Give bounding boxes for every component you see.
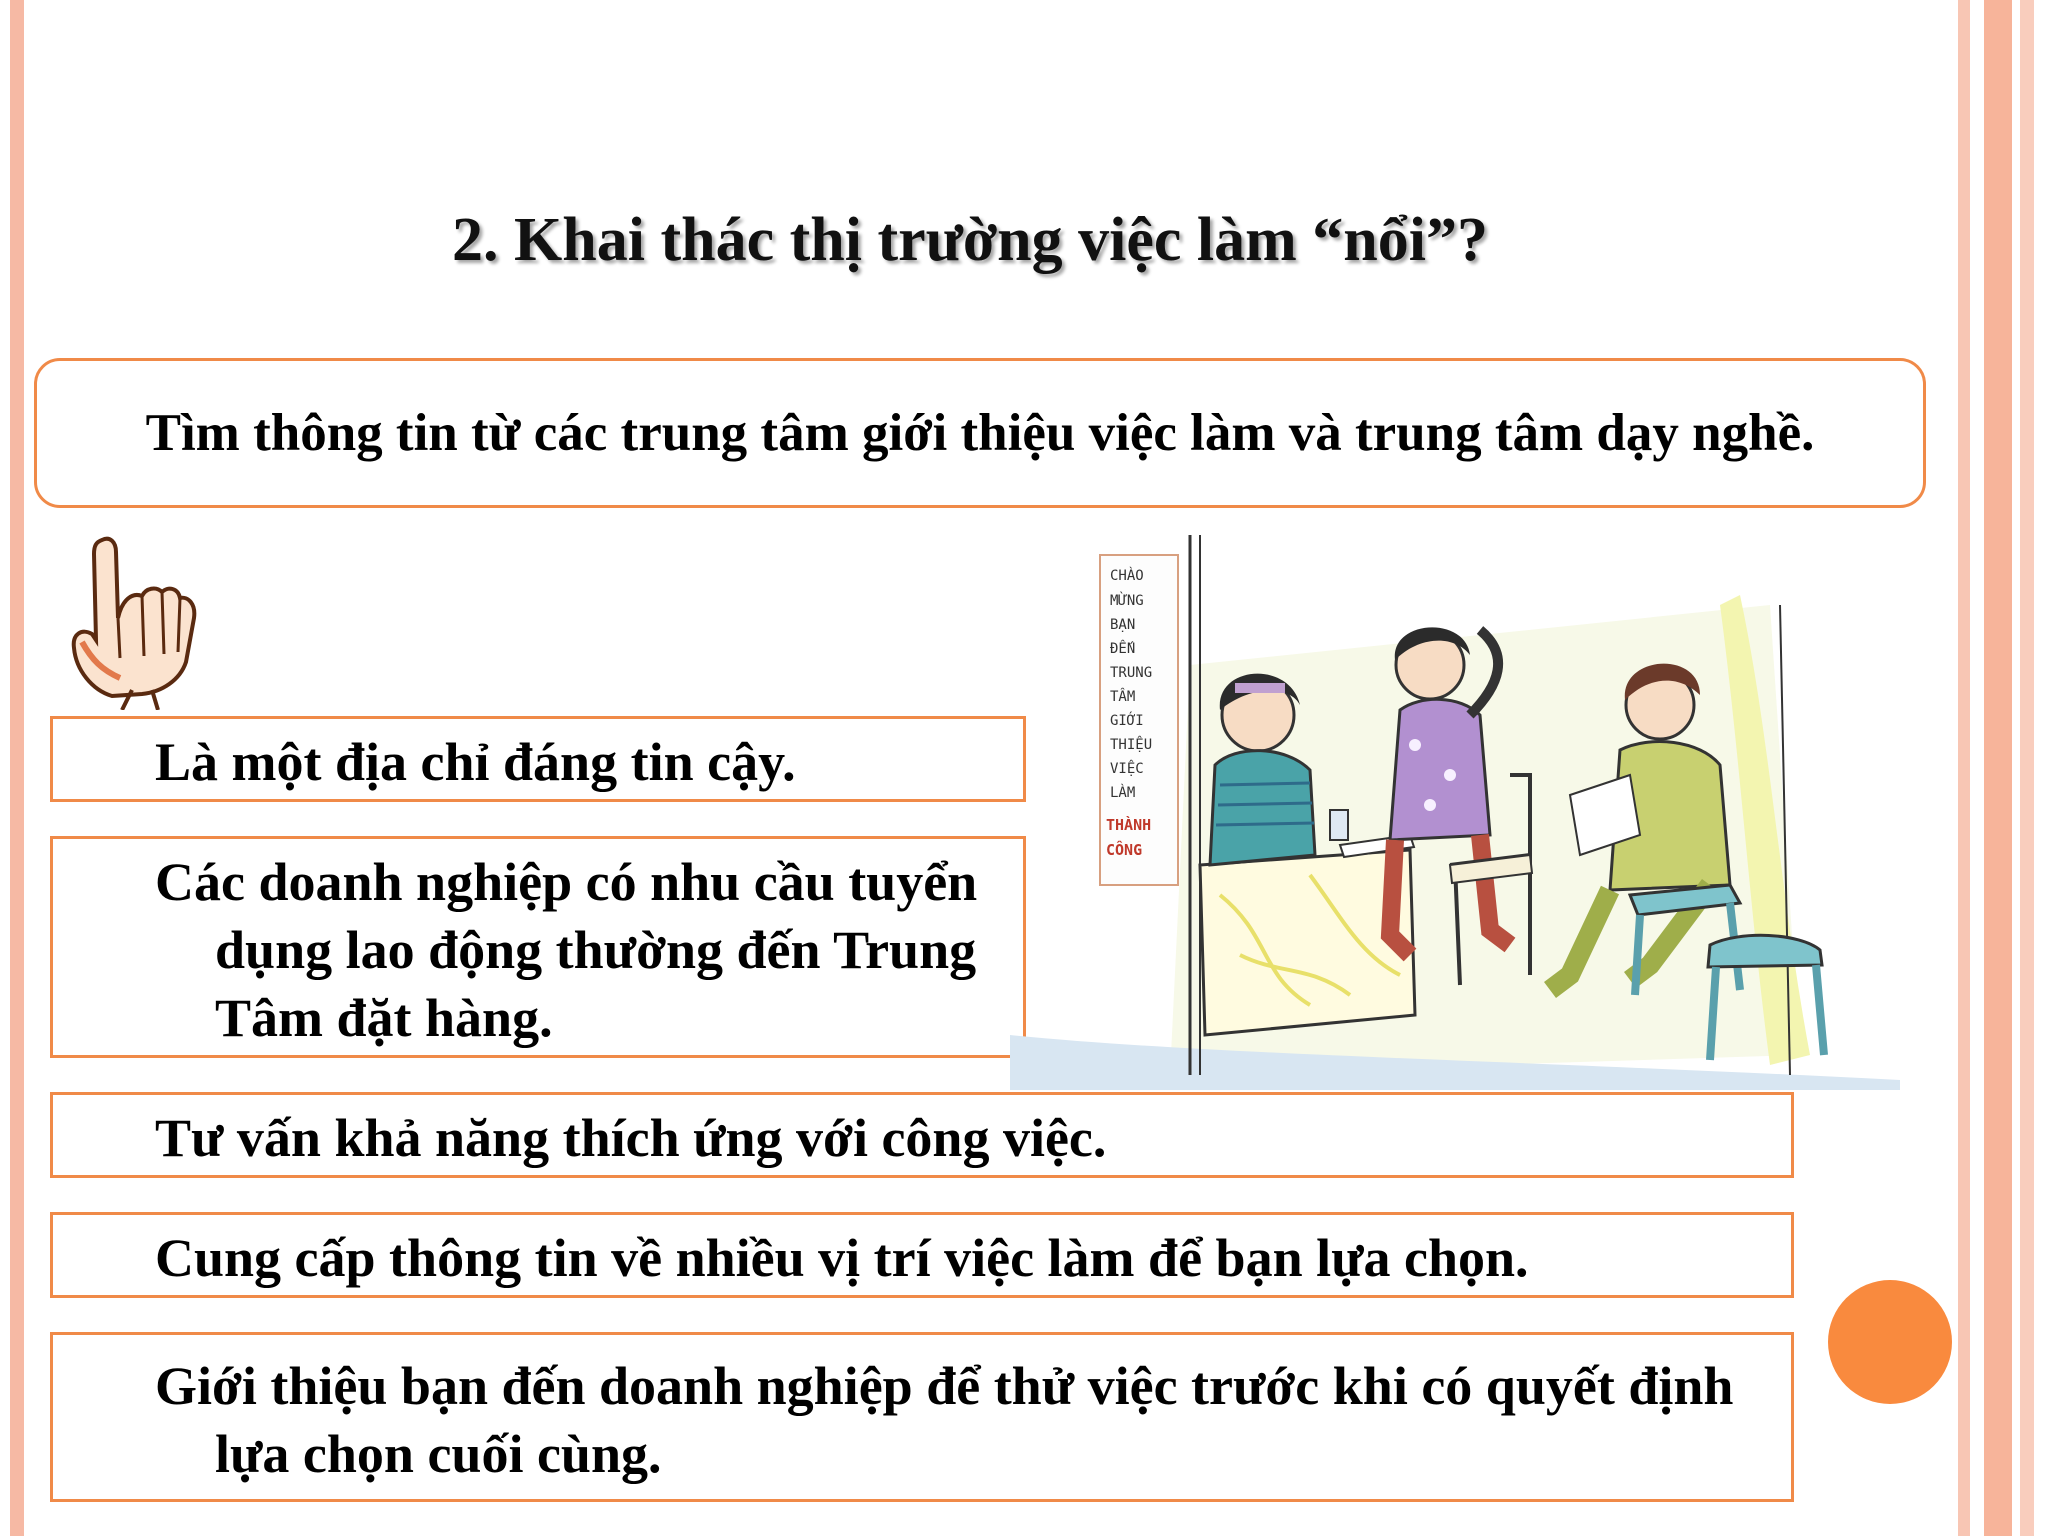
benefit-item-2-text: Các doanh nghiệp có nhu cầu tuyển dụng lao động thường đến Trung Tâm đặt hàng. [155,852,978,1048]
poster-line-11: THÀNH [1106,816,1152,834]
job-center-illustration [1010,535,1900,1090]
pointing-hand-icon [62,530,202,710]
benefit-item-4 [50,1212,1794,1298]
poster-line-2: MỪNG [1110,593,1144,609]
benefit-item-1-text: Là một địa chỉ đáng tin cậy. [155,732,796,792]
poster-line-1: CHÀO [1110,568,1144,584]
poster-line-10: LÀM [1110,785,1136,801]
benefit-item-2 [50,836,1026,1058]
poster-line-8: THIỆU [1110,737,1153,753]
benefit-item-3-text: Tư vấn khả năng thích ứng với công việc. [155,1108,1107,1168]
slide-title: 2. Khai thác thị trường việc làm “nổi”? [452,206,1488,274]
poster-line-7: GIỚI [1110,713,1144,729]
poster-line-4: ĐẾN [1110,641,1136,657]
intro-box [34,358,1926,508]
benefit-item-5-text: Giới thiệu bạn đến doanh nghiệp để thử việc trước khi có quyết định lựa chọn cuối cùng. [155,1356,1734,1484]
right-frame-stripe-3 [2020,0,2034,1536]
benefit-item-4-text: Cung cấp thông tin về nhiều vị trí việc làm để bạn lựa chọn. [155,1228,1529,1288]
intro-text: Tìm thông tin từ các trung tâm giới thiệu việc làm và trung tâm dạy nghề. [145,404,1815,462]
poster-line-12: CÔNG [1106,841,1143,859]
poster-line-6: TÂM [1110,689,1136,705]
orange-circle-decoration [1828,1280,1952,1404]
poster-line-5: TRUNG [1110,665,1153,681]
poster-line-3: BẠN [1110,617,1136,633]
benefit-item-3 [50,1092,1794,1178]
right-frame-stripe-2 [1984,0,2012,1536]
right-frame-stripe-1 [1958,0,1970,1536]
benefit-item-5 [50,1332,1794,1502]
poster-line-9: VIỆC [1110,761,1144,777]
benefit-item-1 [50,716,1026,802]
